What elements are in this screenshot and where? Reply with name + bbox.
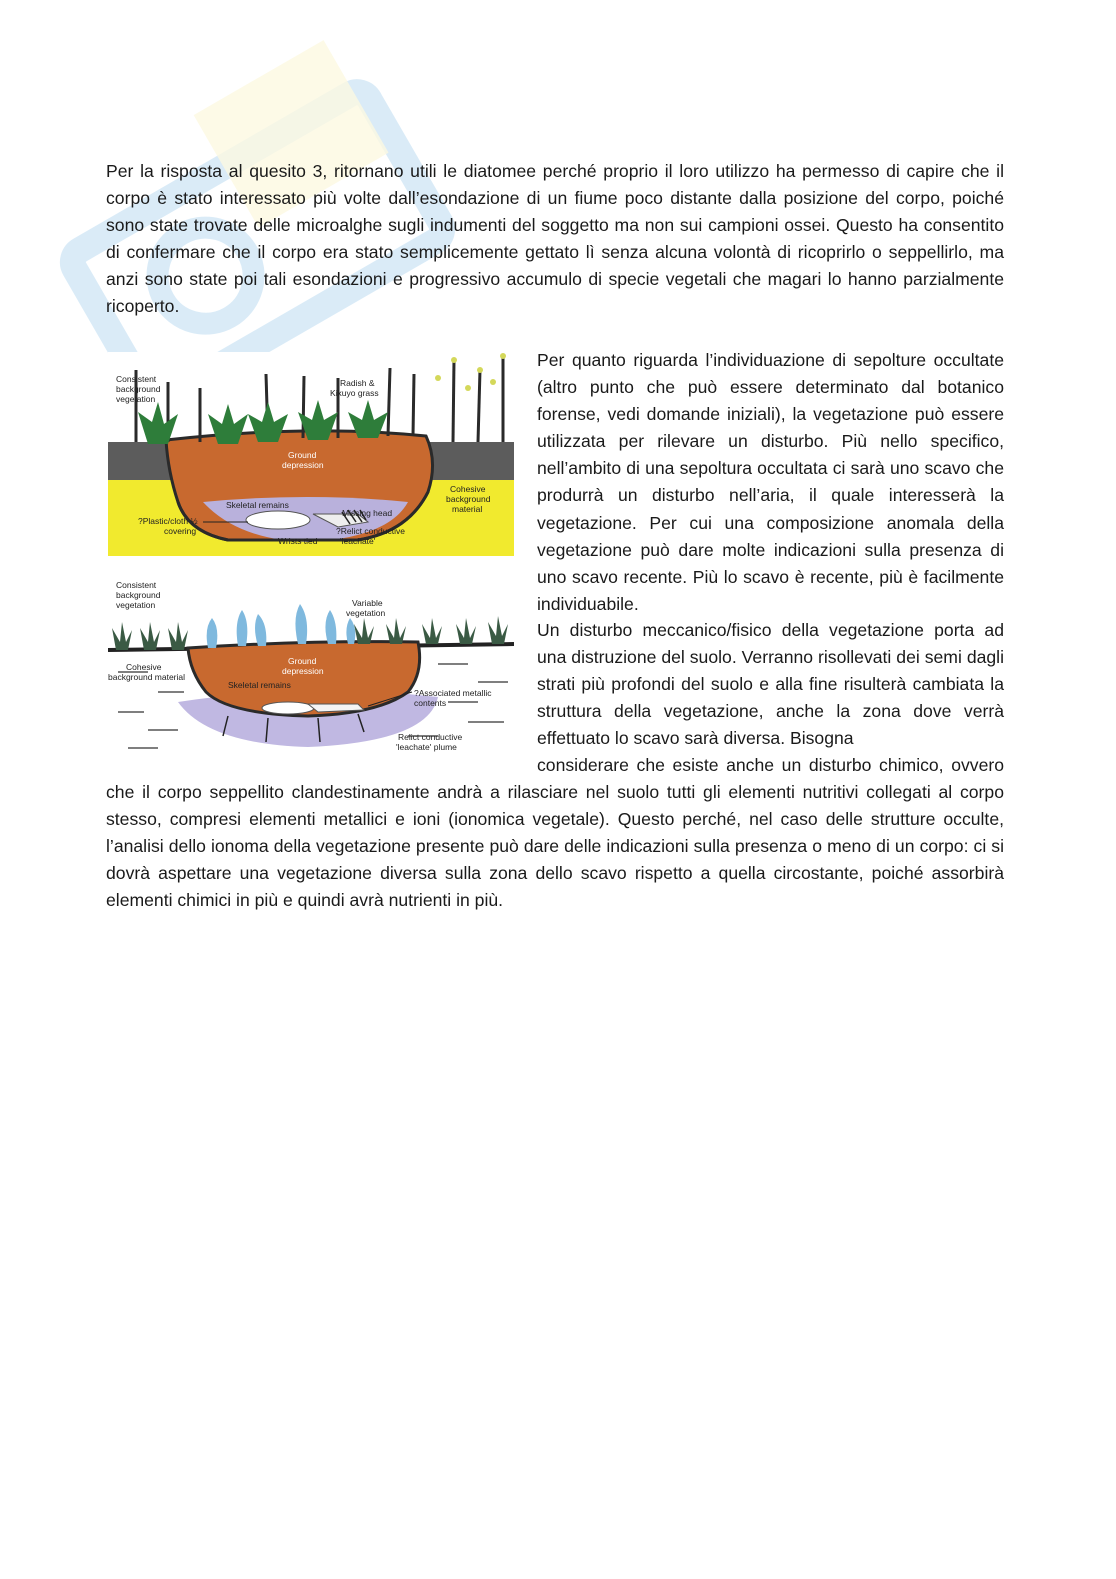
label-skeletal-top: Skeletal remains xyxy=(226,500,289,510)
label-ground-top-1: Ground xyxy=(288,450,317,460)
label-cohesive-bottom-2: background material xyxy=(108,672,186,682)
label-consistent-bottom-2: background xyxy=(116,590,161,600)
label-missing-head: Missing head xyxy=(342,508,393,518)
label-consistent-bottom-3: vegetation xyxy=(116,600,156,610)
label-plastic-1: ?Plastic/cloth ½ xyxy=(138,516,198,526)
label-ground-bottom-2: depression xyxy=(282,666,324,676)
label-ground-bottom-1: Ground xyxy=(288,656,317,666)
label-cohesive-bottom-1: Cohesive xyxy=(126,662,162,672)
label-consistent-top-2: background xyxy=(116,384,161,394)
label-metallic-2: contents xyxy=(414,698,447,708)
label-consistent-top-1: Consistent xyxy=(116,374,157,384)
diagram-top-panel xyxy=(108,352,514,557)
label-wrists-tied: Wrists tied xyxy=(278,536,318,546)
label-relict-bottom-2: 'leachate' plume xyxy=(396,742,457,752)
paragraph-hidden-burials: Per quanto riguarda l’individuazione di sepolture occultate (altro punto che può essere determinato dal botanico forense, vedi domande iniziali), la vegetazione può essere utilizzata per rilevare un disturbo. Più nello specifico, nell’ambito di una sepoltura occultata ci sarà uno scavo che produrrà un disturbo nell’aria, il quale interesserà la vegetazione. Per cui una composizione anomala della vegetazione può dare molte indicazioni sulla presenza di uno scavo recente. Più lo scavo è recente, più è facilmente individuabile. xyxy=(537,350,1004,614)
label-cohesive-top-1: Cohesive xyxy=(450,484,486,494)
label-cohesive-top-2: background xyxy=(446,494,491,504)
label-variable-1: Variable xyxy=(352,598,383,608)
label-radish-2: Kikuyo grass xyxy=(330,388,379,398)
burial-diagram-figure xyxy=(108,352,514,756)
diagram-bottom-panel xyxy=(108,567,514,756)
label-skeletal-bottom: Skeletal remains xyxy=(228,680,291,690)
label-radish-1: Radish & xyxy=(340,378,375,388)
label-relict-bottom-1: Relict conductive xyxy=(398,732,463,742)
label-variable-2: vegetation xyxy=(346,608,386,618)
paragraph-chemical-disturbance: che il corpo seppellito clandestinamente andrà a rilasciare nel suolo tutti gli elementi nutritivi collegati al corpo stesso, compresi elementi metallici e ioni (ionomica vegetale). Questo perché, nel caso delle strutture occulte, l’analisi dello ionoma della vegetazione presente può dare delle indicazioni sulla presenza o meno di un corpo: ci si dovrà aspettare una vegetazione diversa sulla zona dello scavo rispetto a quella circostante, poiché assorbirà elementi chimici in più e quindi avrà nutrienti in più. xyxy=(106,782,1004,911)
label-ground-top-2: depression xyxy=(282,460,324,470)
label-cohesive-top-3: material xyxy=(452,504,483,514)
label-relict-top-1: ?Relict conductive xyxy=(336,526,405,536)
label-consistent-top-3: vegetation xyxy=(116,394,156,404)
label-metallic-1: ?Associated metallic xyxy=(414,688,492,698)
paragraph-mechanical-disturbance: Un disturbo meccanico/fisico della vegetazione porta ad una distruzione del suolo. Verranno risollevati dei semi dagli strati più profondi del suolo e alla fine risulterà cambiata la struttura della vegetazione, anche la zona dove verrà effettuato lo scavo sarà diversa. Bisogna xyxy=(537,620,1004,749)
label-consistent-bottom-1: Consistent xyxy=(116,580,157,590)
paragraph-chemical-disturbance-start: considerare che esiste anche un disturbo chimico, ovvero xyxy=(537,755,1004,775)
label-relict-top-2: 'leachate' xyxy=(340,536,376,546)
paragraph-diatoms: Per la risposta al quesito 3, ritornano utili le diatomee perché proprio il loro utilizzo ha permesso di capire che il corpo è stato interessato più volte dall’esondazione di un fiume poco distante dalla posizione del corpo, poiché sono state trovate delle microalghe sugli indumenti del soggetto ma non sui campioni ossei. Questo ha consentito di confermare che il corpo era stato semplicemente gettato lì senza alcuna volontà di ricoprirlo o seppellirlo, ma anzi sono state poi tali esondazioni e progressivo accumulo di specie vegetali che magari lo hanno parzialmente ricoperto. xyxy=(106,161,1004,317)
label-plastic-2: covering xyxy=(164,526,197,536)
